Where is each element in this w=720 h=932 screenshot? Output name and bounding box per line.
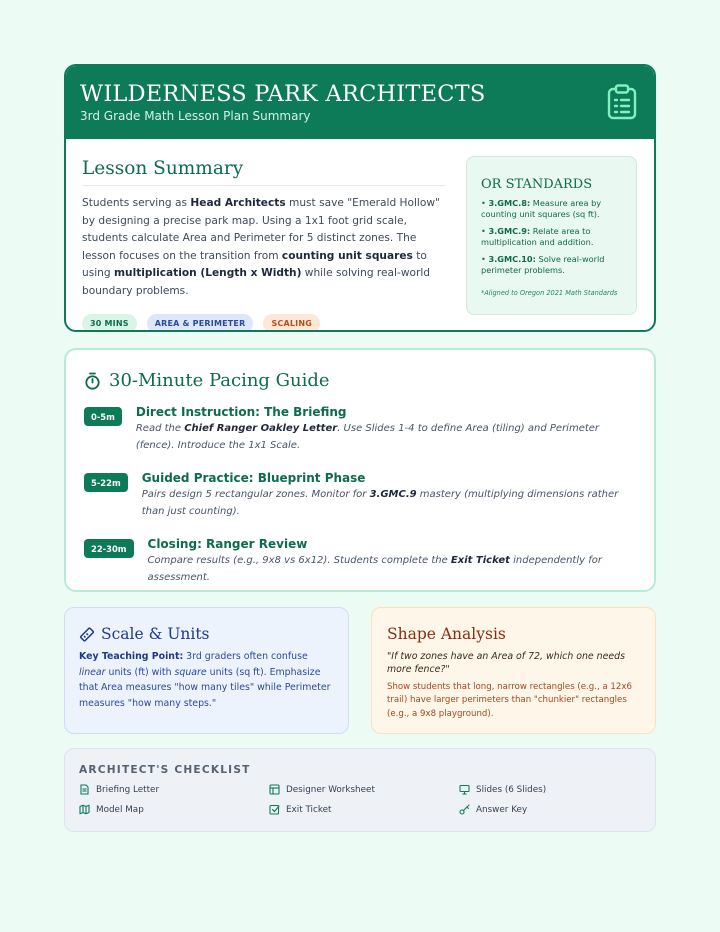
summary-text-part: to using [82, 249, 427, 279]
summary-bold-part: Head Architects [190, 197, 286, 209]
scale-header [79, 625, 334, 643]
summary-text-part: while solving real-world boundary problems. [82, 267, 430, 297]
pacing-guide-card [64, 348, 656, 592]
checklist-item [79, 784, 159, 795]
desc-text: independently for assessment. [147, 555, 602, 583]
key-icon [459, 804, 470, 815]
desc-bold: Chief Ranger Oakley Letter [184, 423, 338, 434]
scale-title: Scale & Units [101, 625, 210, 643]
scale-italic-part: linear [79, 666, 106, 678]
map-icon [79, 804, 90, 815]
summary-text-part: Students serving as [82, 197, 191, 209]
standards-note: *Aligned to Oregon 2021 Math Standards [481, 289, 618, 297]
checklist-title: ARCHITECT'S CHECKLIST [79, 764, 251, 776]
architect-checklist [64, 748, 656, 832]
standard-code: 3.GMC.9: [488, 226, 531, 236]
checklist-grid [79, 784, 641, 824]
pacing-row-desc [142, 486, 642, 520]
tag-scaling: SCALING [263, 314, 320, 332]
summary-bold-part: multiplication (Length x Width) [113, 267, 302, 279]
checklist-item [269, 804, 331, 815]
standard-text: Relate area to multiplication and addition. [481, 226, 594, 247]
checklist-label: Exit Ticket [286, 804, 332, 815]
document-icon [79, 784, 90, 795]
standards-title: OR STANDARDS [481, 177, 593, 192]
time-badge: 0-5m [84, 407, 122, 426]
layout-icon [269, 784, 280, 795]
time-badge: 22-30m [84, 539, 134, 558]
shape-quote: "If two zones have an Area of 72, which one needs more fence?" [387, 651, 625, 675]
summary-text-part: must save "Emerald Hollow" by designing a precise park map. Using a 1x1 foot grid scale, students calculate Area and Perimeter for 5 distinct zones. The lesson focuses on the transition from [82, 197, 440, 262]
desc-text: . Use Slides 1-4 to define Area (tiling) and Perimeter (fence). Introduce the 1x1 Scale. [135, 423, 600, 451]
desc-bold: 3.GMC.9 [369, 489, 417, 500]
checklist-item [79, 804, 144, 815]
shape-analysis-card [371, 607, 656, 734]
lesson-header-card [64, 64, 656, 332]
standard-item: • 3.GMC.10: Solve real-world perimeter problems. [481, 254, 605, 275]
checklist-item [459, 804, 527, 815]
checklist-label: Briefing Letter [96, 784, 160, 795]
scale-text-part: units (sq ft). Emphasize that Area measures "how many tiles" while Perimeter measures "how many steps." [79, 666, 331, 709]
header-band [66, 66, 654, 139]
pacing-row [84, 539, 648, 586]
pacing-row-desc [136, 420, 606, 454]
scale-lead: Key Teaching Point: [79, 651, 184, 662]
pacing-row-desc [148, 552, 648, 586]
checklist-label: Answer Key [476, 804, 528, 815]
standards-panel [466, 156, 637, 315]
checklist-label: Designer Worksheet [286, 784, 375, 795]
checklist-item [269, 784, 375, 795]
standard-text: Measure area by counting unit squares (sq ft). [481, 198, 602, 219]
tag-topic: AREA & PERIMETER [147, 314, 254, 332]
standard-text: Solve real-world perimeter problems. [481, 254, 605, 275]
lesson-summary-text [82, 195, 446, 300]
desc-bold: Exit Ticket [450, 555, 510, 566]
pacing-row-body [136, 407, 606, 454]
pacing-title: 30-Minute Pacing Guide [109, 370, 330, 391]
pacing-row [84, 473, 642, 520]
ruler-icon [79, 627, 94, 642]
pacing-row-title: Closing: Ranger Review [147, 537, 308, 551]
checklist-item [459, 784, 546, 795]
pacing-header [84, 370, 636, 391]
standard-item: • 3.GMC.8: Measure area by counting unit squares (sq ft). [481, 198, 602, 219]
standard-code: 3.GMC.10: [488, 254, 536, 264]
lesson-summary [82, 154, 446, 332]
pacing-row [84, 407, 606, 454]
pacing-row-body [142, 473, 642, 520]
desc-text: Pairs design 5 rectangular zones. Monitor for [141, 489, 370, 500]
shape-text: Show students that long, narrow rectangles (e.g., a 12x6 trail) have larger perimeters than "chunkier" rectangles (e.g., a 9x8 playground). [387, 682, 632, 719]
scale-text-part: 3rd graders often confuse [183, 651, 308, 662]
tag-list [82, 314, 446, 332]
desc-text: Compare results (e.g., 9x8 vs 6x12). Students complete the [147, 555, 451, 566]
summary-bold-part: counting unit squares [281, 249, 413, 262]
time-badge: 5-22m [84, 473, 128, 492]
standard-code: 3.GMC.8: [488, 198, 531, 208]
scale-text-part: units (ft) with [105, 666, 175, 678]
tag-duration: 30 MINS [82, 314, 137, 332]
scale-text [79, 649, 334, 711]
presentation-icon [459, 784, 470, 795]
pacing-row-title: Direct Instruction: The Briefing [135, 405, 347, 419]
scale-italic-part: square [174, 666, 207, 678]
scale-units-card [64, 607, 349, 734]
page-subtitle: 3rd Grade Math Lesson Plan Summary [80, 109, 311, 123]
checklist-label: Model Map [96, 804, 144, 815]
pacing-row-body [148, 539, 648, 586]
standard-item: • 3.GMC.9: Relate area to multiplication and addition. [481, 226, 594, 247]
desc-text: mastery (multiplying dimensions rather than just counting). [141, 489, 619, 517]
desc-text: Read the [135, 423, 185, 434]
timer-icon [84, 372, 101, 390]
lesson-summary-title: Lesson Summary [82, 158, 446, 186]
page-title: WILDERNESS PARK ARCHITECTS [80, 81, 486, 107]
checkbox-icon [269, 804, 280, 815]
clipboard-icon [606, 84, 638, 120]
checklist-label: Slides (6 Slides) [476, 784, 547, 795]
shape-title: Shape Analysis [387, 625, 506, 643]
pacing-row-title: Guided Practice: Blueprint Phase [141, 471, 366, 485]
